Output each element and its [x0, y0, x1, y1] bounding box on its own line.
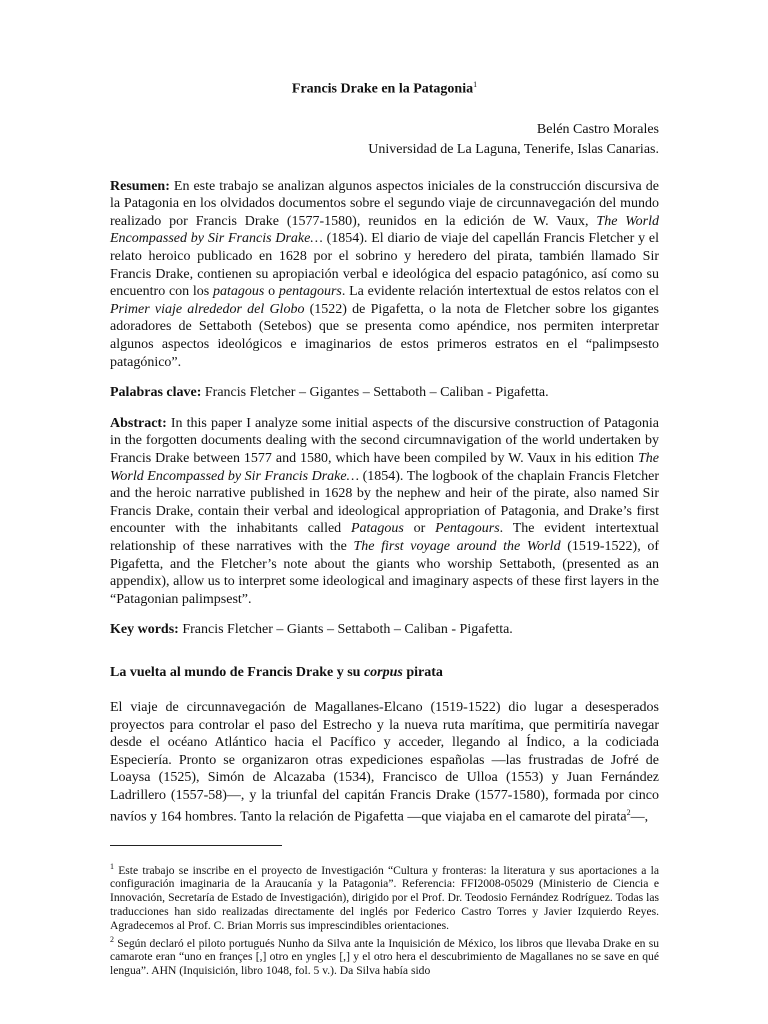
abstract-paragraph: Abstract: In this paper I analyze some initial aspects of the discursive construction of Patagonia in the forgotten documents dealing with the second circumnavigation of the world undertaken by Francis Drake between 1577 and 1580, which have been compiled by W. Vaux in his edition The World Encompassed by Sir Francis Drake… (1854). The logbook of the chaplain Francis Fletcher and the heroic narrative published in 1628 by the nephew and heir of the pirate, also named Sir Francis Drake, contain their verbal and ideological appropriation of Patagonia, and Drake’s first encounter with the inhabitants called Patagous or Pentagours. The evident intertextual relationship of these narratives with the The first voyage around the World (1519-1522), of Pigafetta, and the Fletcher’s note about the giants who worship Settaboth, (presented as an appendix), allow us to interpret some ideological and imaginary aspects of these first layers in the “Patagonian palimpsest”. [110, 415, 659, 607]
author-affiliation: Universidad de La Laguna, Tenerife, Islas Canarias. [368, 141, 659, 157]
author-name: Belén Castro Morales [536, 121, 659, 137]
author-block [110, 120, 659, 160]
document-page [110, 80, 659, 978]
footnote-ref-1[interactable]: 1 [473, 80, 478, 89]
palabras-clave: Palabras clave: Francis Fletcher – Gigantes – Settaboth – Caliban - Pigafetta. [110, 385, 549, 401]
resumen-paragraph: Resumen: En este trabajo se analizan algunos aspectos iniciales de la construcción discursiva de la Patagonia en los olvidados documentos sobre el segundo viaje de circunnavegación del mundo realizado por Francis Drake (1577-1580), reunidos en la edición de W. Vaux, The World Encompassed by Sir Francis Drake… (1854). El diario de viaje del capellán Francis Fletcher y el relato heroico publicado en 1628 por el sobrino y heredero del pirata, también llamado Sir Francis Drake, contienen su apropiación verbal e ideológica del espacio patagónico, así como su encuentro con los patagous o pentagours. La evidente relación intertextual de estos relatos con el Primer viaje alrededor del Globo (1522) de Pigafetta, o la nota de Fletcher sobre los gigantes adoradores de Settaboth (Setebos) que se presenta como apéndice, nos permiten interpretar algunos aspectos ideológicos e imaginarios de estos primeros estratos en el “palimpsesto patagónico”. [110, 178, 660, 370]
body-paragraph: El viaje de circunnavegación de Magallanes-Elcano (1519-1522) dio lugar a desesperados proyectos para controlar el paso del Estrecho y la nueva ruta marítima, que permitiría navegar desde el océano Atlántico hacia el Pacífico y acceder, llegando al Índico, a la codiciada Especiería. Pronto se organizaron otras expediciones españolas —las frustradas de Jofré de Loaysa (1525), Simón de Alcazaba (1534), Francisco de Ulloa (1553) y Juan Fernández Ladrillero (1557-58)—, y la triunfal del capitán Francis Drake (1577-1580), formada por cinco navíos y 164 hombres. Tanto la relación de Pigafetta —que viajaba en el camarote del pirata$^2$—, [110, 699, 659, 826]
paper-title: Francis Drake en la Patagonia$^1$ [291, 80, 478, 97]
footnote-divider [110, 845, 282, 846]
section-heading: La vuelta al mundo de Francis Drake y su corpus pirata [110, 664, 443, 680]
footnote-1: $^1$ Este trabajo se inscribe en el proyecto de Investigación “Cultura y fronteras: la literatura y sus aportaciones a la configuración imaginaria de la Araucanía y la Patagonia”. Referencia: FFI2008-05029 (Ministerio de Ciencia e Innovación, Secretaría de Estado de Investigación), dirigido por el Prof. Dr. Teodosio Fernández Rodríguez. Todas las traducciones han sido realizadas directamente del inglés por Federico Castro Torres y Javier Izquierdo Reyes. Agradecemos al Prof. C. Brian Morris sus imprescindibles orientaciones. [110, 861, 659, 932]
key-words: Key words: Francis Fletcher – Giants – Settaboth – Caliban - Pigafetta. [110, 622, 513, 638]
footnote-ref-2[interactable]: 2 [626, 808, 631, 818]
footnote-2: $^2$ Según declaró el piloto portugués Nunho da Silva ante la Inquisición de México, los libros que llevaba Drake en su camarote eran “uno en françes [,] otro en yngles [,] y el otro hera el descubrimiento de Magallanes no se save en qué lengua”. AHN (Inquisición, libro 1048, fol. 5 v.). Da Silva había sido [110, 934, 659, 978]
